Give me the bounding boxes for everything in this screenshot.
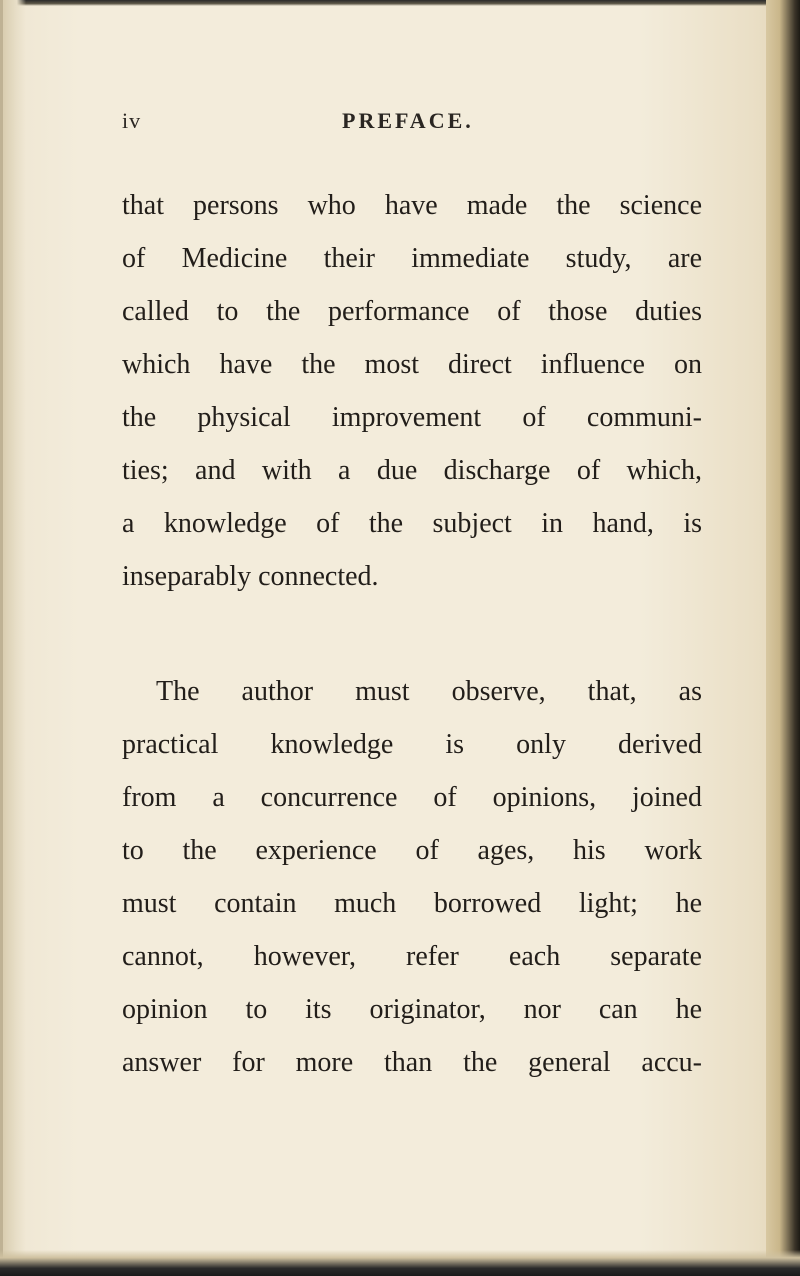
text-line: that persons who have made the science: [122, 190, 702, 221]
text-line: to the experience of ages, his work: [122, 835, 702, 866]
text-line: practical knowledge is only derived: [122, 729, 702, 760]
text-line: The author must observe, that, as: [156, 676, 702, 707]
text-line: from a concurrence of opinions, joined: [122, 782, 702, 813]
text-line: a knowledge of the subject in hand, is: [122, 508, 702, 539]
text-line: called to the performance of those duties: [122, 296, 702, 327]
page-fore-edge: [766, 0, 800, 1276]
page-top-edge: [0, 0, 800, 6]
page-number: iv: [122, 108, 142, 133]
page-gutter: [0, 0, 26, 1276]
text-line: of Medicine their immediate study, are: [122, 243, 702, 274]
running-head: PREFACE.: [342, 108, 474, 133]
text-line: answer for more than the general accu-: [122, 1047, 702, 1078]
page-header: [122, 108, 722, 144]
text-line: cannot, however, refer each separate: [122, 941, 702, 972]
text-line: inseparably connected.: [122, 561, 379, 592]
page-bottom-edge: [0, 1250, 800, 1276]
text-line: opinion to its originator, nor can he: [122, 994, 702, 1025]
text-line: ties; and with a due discharge of which,: [122, 455, 702, 486]
text-line: must contain much borrowed light; he: [122, 888, 702, 919]
text-line: which have the most direct influence on: [122, 349, 702, 380]
text-line: the physical improvement of communi-: [122, 402, 702, 433]
